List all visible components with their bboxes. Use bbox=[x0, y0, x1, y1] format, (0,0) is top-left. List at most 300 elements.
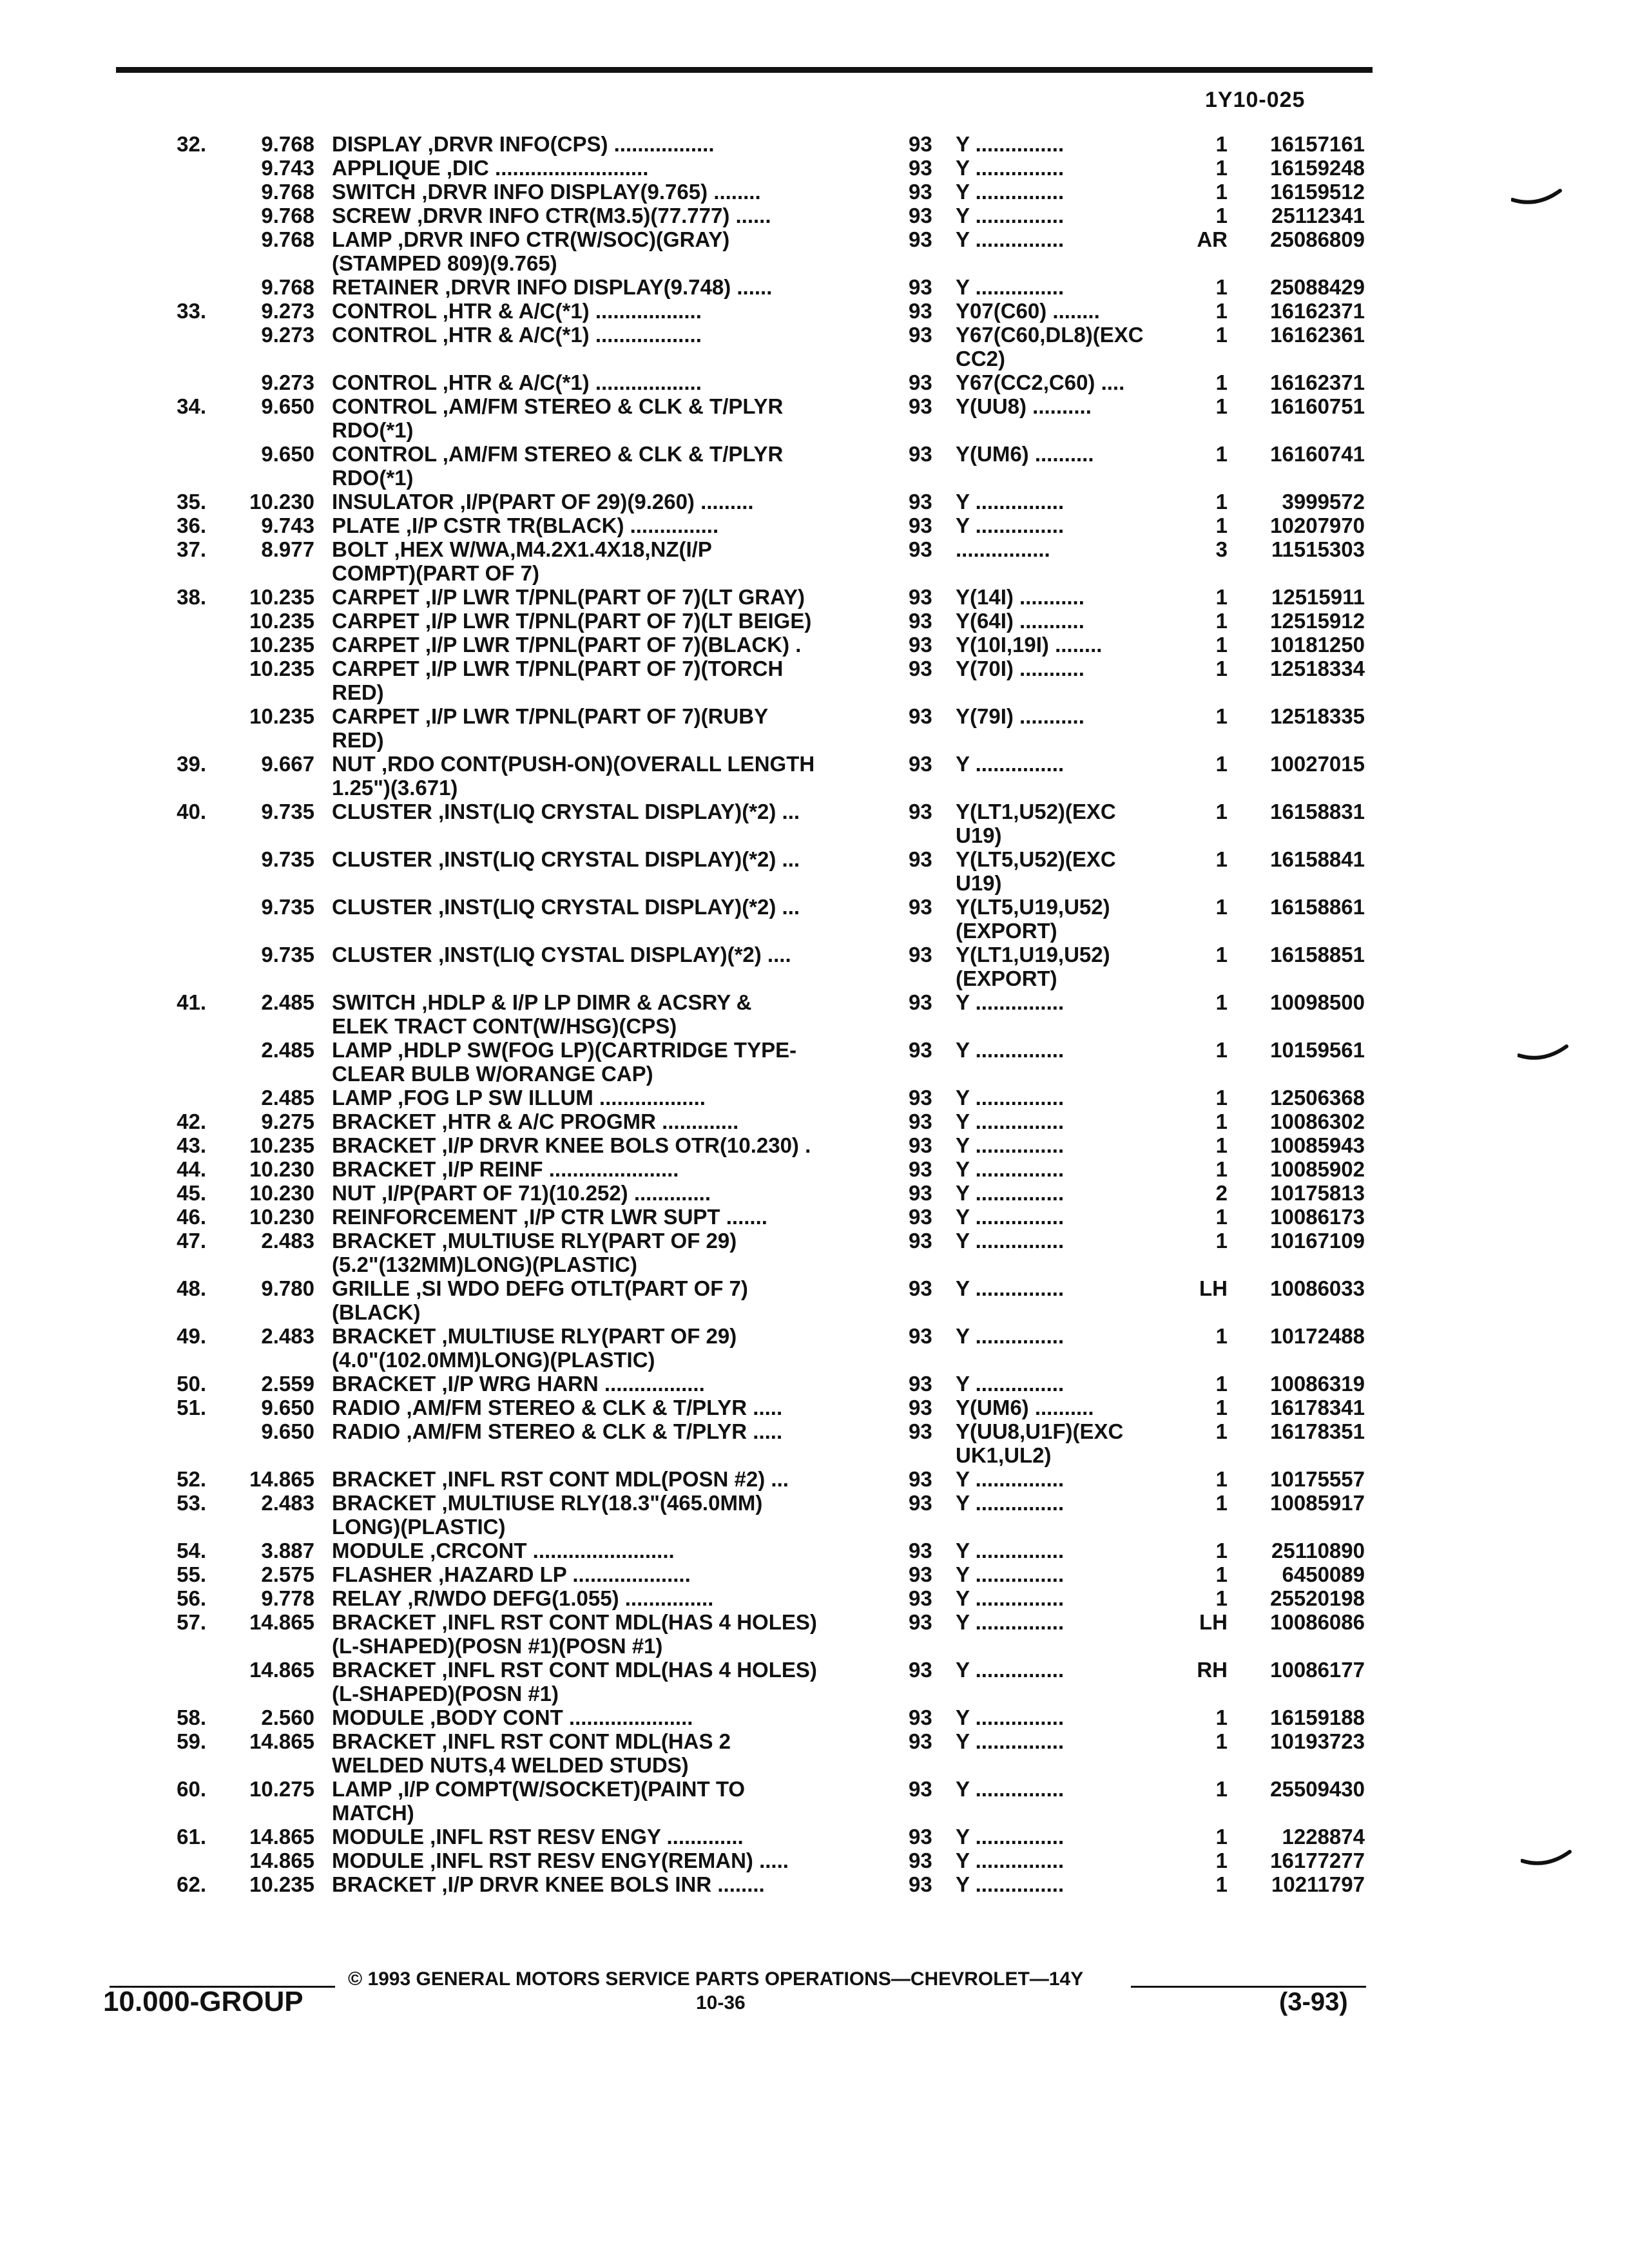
ref-number: 56. bbox=[177, 1586, 206, 1610]
application: Y(64I) ........... bbox=[956, 609, 1084, 633]
quantity: 1 bbox=[1215, 1491, 1228, 1515]
margin-mark bbox=[1518, 1044, 1569, 1066]
part-number: 16178351 bbox=[1270, 1419, 1365, 1443]
description: PLATE ,I/P CSTR TR(BLACK) ............... bbox=[332, 514, 719, 537]
year: 93 bbox=[909, 1372, 932, 1396]
year: 93 bbox=[909, 1491, 932, 1515]
description: (BLACK) bbox=[332, 1300, 421, 1324]
part-number: 16162371 bbox=[1270, 299, 1365, 323]
description: BOLT ,HEX W/WA,M4.2X1.4X18,NZ(I/P bbox=[332, 537, 712, 561]
table-row bbox=[0, 227, 1629, 251]
quantity: 1 bbox=[1215, 895, 1228, 919]
table-row bbox=[0, 418, 1629, 442]
table-row bbox=[0, 1110, 1629, 1133]
group-number: 10.230 bbox=[249, 490, 314, 514]
quantity: 1 bbox=[1215, 1539, 1228, 1562]
description: LAMP ,HDLP SW(FOG LP)(CARTRIDGE TYPE- bbox=[332, 1038, 797, 1062]
table-row bbox=[0, 1396, 1629, 1419]
description: LAMP ,DRVR INFO CTR(W/SOC)(GRAY) bbox=[332, 227, 730, 251]
quantity: 1 bbox=[1215, 1133, 1228, 1157]
ref-number: 61. bbox=[177, 1825, 206, 1849]
application: Y ............... bbox=[956, 1825, 1065, 1849]
year: 93 bbox=[909, 752, 932, 776]
group-number: 14.865 bbox=[249, 1729, 314, 1753]
group-number: 9.743 bbox=[261, 156, 314, 180]
table-row bbox=[0, 585, 1629, 609]
margin-mark bbox=[1521, 1849, 1572, 1871]
description: WELDED NUTS,4 WELDED STUDS) bbox=[332, 1753, 689, 1777]
description: RETAINER ,DRVR INFO DISPLAY(9.748) ...... bbox=[332, 275, 773, 299]
quantity: 1 bbox=[1215, 609, 1228, 633]
table-row bbox=[0, 847, 1629, 871]
application: Y(UM6) .......... bbox=[956, 442, 1094, 466]
description: MODULE ,BODY CONT ..................... bbox=[332, 1706, 693, 1729]
part-number: 16162371 bbox=[1270, 370, 1365, 394]
group-number: 14.865 bbox=[249, 1658, 314, 1682]
group-number: 9.667 bbox=[261, 752, 314, 776]
application: ................ bbox=[956, 537, 1050, 561]
year: 93 bbox=[909, 1157, 932, 1181]
year: 93 bbox=[909, 1276, 932, 1300]
description: REINFORCEMENT ,I/P CTR LWR SUPT ....... bbox=[332, 1205, 767, 1229]
table-row bbox=[0, 1157, 1629, 1181]
description: MATCH) bbox=[332, 1801, 414, 1825]
quantity: 2 bbox=[1215, 1181, 1228, 1205]
part-number: 12518334 bbox=[1270, 657, 1365, 680]
description: BRACKET ,INFL RST CONT MDL(HAS 4 HOLES) bbox=[332, 1610, 817, 1634]
part-number: 10027015 bbox=[1270, 752, 1365, 776]
table-row bbox=[0, 1658, 1629, 1682]
ref-number: 58. bbox=[177, 1706, 206, 1729]
quantity: AR bbox=[1197, 227, 1228, 251]
year: 93 bbox=[909, 1205, 932, 1229]
part-number: 11515303 bbox=[1271, 537, 1365, 561]
year: 93 bbox=[909, 227, 932, 251]
description: CARPET ,I/P LWR T/PNL(PART OF 7)(BLACK) . bbox=[332, 633, 802, 657]
table-row bbox=[0, 156, 1629, 180]
year: 93 bbox=[909, 1467, 932, 1491]
application: Y ............... bbox=[956, 227, 1065, 251]
description: CLUSTER ,INST(LIQ CRYSTAL DISPLAY)(*2) ... bbox=[332, 847, 800, 871]
description: SWITCH ,HDLP & I/P LP DIMR & ACSRY & bbox=[332, 990, 752, 1014]
application: Y(LT1,U52)(EXC bbox=[956, 800, 1116, 823]
year: 93 bbox=[909, 1324, 932, 1348]
year: 93 bbox=[909, 1133, 932, 1157]
table-row bbox=[0, 251, 1629, 275]
application: Y67(C60,DL8)(EXC bbox=[956, 323, 1144, 347]
quantity: 3 bbox=[1215, 537, 1228, 561]
quantity: 1 bbox=[1215, 442, 1228, 466]
application: Y ............... bbox=[956, 1133, 1065, 1157]
ref-number: 51. bbox=[177, 1396, 206, 1419]
application: Y ............... bbox=[956, 1086, 1065, 1110]
quantity: 1 bbox=[1215, 943, 1228, 966]
table-row bbox=[0, 1253, 1629, 1276]
group-number: 8.977 bbox=[261, 537, 314, 561]
table-row bbox=[0, 561, 1629, 585]
group-number: 10.230 bbox=[249, 1181, 314, 1205]
parts-list bbox=[0, 132, 1629, 1896]
application: Y ............... bbox=[956, 1038, 1065, 1062]
ref-number: 60. bbox=[177, 1777, 206, 1801]
group-number: 2.560 bbox=[261, 1706, 314, 1729]
year: 93 bbox=[909, 394, 932, 418]
table-row bbox=[0, 1276, 1629, 1300]
application: Y ............... bbox=[956, 180, 1065, 204]
group-number: 2.485 bbox=[261, 1086, 314, 1110]
ref-number: 59. bbox=[177, 1729, 206, 1753]
ref-number: 44. bbox=[177, 1157, 206, 1181]
description: RED) bbox=[332, 728, 384, 752]
table-row bbox=[0, 1205, 1629, 1229]
description: LAMP ,FOG LP SW ILLUM .................. bbox=[332, 1086, 706, 1110]
quantity: 1 bbox=[1215, 1467, 1228, 1491]
part-number: 25088429 bbox=[1270, 275, 1365, 299]
group-number: 9.768 bbox=[261, 275, 314, 299]
application: Y ............... bbox=[956, 1324, 1065, 1348]
description: CONTROL ,HTR & A/C(*1) .................. bbox=[332, 323, 702, 347]
year: 93 bbox=[909, 847, 932, 871]
table-row bbox=[0, 1014, 1629, 1038]
group-number: 10.235 bbox=[249, 1133, 314, 1157]
table-row bbox=[0, 1825, 1629, 1849]
part-number: 16159188 bbox=[1270, 1706, 1365, 1729]
description: BRACKET ,INFL RST CONT MDL(POSN #2) ... bbox=[332, 1467, 789, 1491]
group-number: 2.485 bbox=[261, 990, 314, 1014]
year: 93 bbox=[909, 442, 932, 466]
group-number: 2.483 bbox=[261, 1491, 314, 1515]
part-number: 16159512 bbox=[1270, 180, 1365, 204]
description: CONTROL ,AM/FM STEREO & CLK & T/PLYR bbox=[332, 394, 784, 418]
description: RADIO ,AM/FM STEREO & CLK & T/PLYR ..... bbox=[332, 1419, 783, 1443]
application: Y(UU8) .......... bbox=[956, 394, 1092, 418]
table-row bbox=[0, 1133, 1629, 1157]
year: 93 bbox=[909, 1396, 932, 1419]
part-number: 10175557 bbox=[1270, 1467, 1365, 1491]
description: BRACKET ,INFL RST CONT MDL(HAS 2 bbox=[332, 1729, 731, 1753]
group-number: 9.768 bbox=[261, 227, 314, 251]
quantity: 1 bbox=[1215, 704, 1228, 728]
description: LONG)(PLASTIC) bbox=[332, 1515, 506, 1539]
quantity: 1 bbox=[1215, 1038, 1228, 1062]
ref-number: 37. bbox=[177, 537, 206, 561]
quantity: 1 bbox=[1215, 394, 1228, 418]
table-row bbox=[0, 776, 1629, 800]
table-row bbox=[0, 1181, 1629, 1205]
table-row bbox=[0, 442, 1629, 466]
year: 93 bbox=[909, 1110, 932, 1133]
description: BRACKET ,I/P DRVR KNEE BOLS INR ........ bbox=[332, 1872, 765, 1896]
table-row bbox=[0, 323, 1629, 347]
group-number: 9.275 bbox=[261, 1110, 314, 1133]
description: CONTROL ,HTR & A/C(*1) .................. bbox=[332, 299, 702, 323]
application: Y ............... bbox=[956, 1562, 1065, 1586]
part-number: 25110890 bbox=[1271, 1539, 1365, 1562]
table-row bbox=[0, 1849, 1629, 1872]
quantity: 1 bbox=[1215, 657, 1228, 680]
ref-number: 54. bbox=[177, 1539, 206, 1562]
part-number: 16160751 bbox=[1270, 394, 1365, 418]
part-number: 10086177 bbox=[1270, 1658, 1365, 1682]
description: RDO(*1) bbox=[332, 466, 414, 490]
quantity: 1 bbox=[1215, 633, 1228, 657]
description: (L-SHAPED)(POSN #1)(POSN #1) bbox=[332, 1634, 663, 1658]
application: Y ............... bbox=[956, 1610, 1065, 1634]
quantity: 1 bbox=[1215, 990, 1228, 1014]
part-number: 10086319 bbox=[1270, 1372, 1365, 1396]
application: Y(10I,19I) ........ bbox=[956, 633, 1103, 657]
application: (EXPORT) bbox=[956, 966, 1057, 990]
part-number: 10086086 bbox=[1270, 1610, 1365, 1634]
page-number: 10-36 bbox=[696, 1992, 746, 2013]
part-number: 16178341 bbox=[1270, 1396, 1365, 1419]
group-number: 2.483 bbox=[261, 1229, 314, 1253]
table-row bbox=[0, 990, 1629, 1014]
description: MODULE ,INFL RST RESV ENGY ............. bbox=[332, 1825, 744, 1849]
table-row bbox=[0, 1038, 1629, 1062]
quantity: 1 bbox=[1215, 1372, 1228, 1396]
application: Y ............... bbox=[956, 132, 1065, 156]
table-row bbox=[0, 537, 1629, 561]
table-row bbox=[0, 132, 1629, 156]
part-number: 10086033 bbox=[1270, 1276, 1365, 1300]
quantity: 1 bbox=[1215, 180, 1228, 204]
part-number: 12518335 bbox=[1270, 704, 1365, 728]
part-number: 16158861 bbox=[1270, 895, 1365, 919]
group-number: 10.235 bbox=[249, 609, 314, 633]
table-row bbox=[0, 633, 1629, 657]
description: (L-SHAPED)(POSN #1) bbox=[332, 1682, 559, 1706]
table-row bbox=[0, 180, 1629, 204]
table-row bbox=[0, 680, 1629, 704]
revision-date: (3-93) bbox=[1279, 1988, 1348, 2016]
part-number: 16159248 bbox=[1270, 156, 1365, 180]
year: 93 bbox=[909, 704, 932, 728]
part-number: 10086173 bbox=[1270, 1205, 1365, 1229]
year: 93 bbox=[909, 1777, 932, 1801]
table-row bbox=[0, 490, 1629, 514]
copyright-notice: © 1993 GENERAL MOTORS SERVICE PARTS OPERATIONS—CHEVROLET—14Y bbox=[348, 1968, 1084, 1990]
table-row bbox=[0, 275, 1629, 299]
table-row bbox=[0, 728, 1629, 752]
part-number: 10172488 bbox=[1270, 1324, 1365, 1348]
application: Y ............... bbox=[956, 1467, 1065, 1491]
part-number: 16157161 bbox=[1270, 132, 1365, 156]
year: 93 bbox=[909, 943, 932, 966]
table-row bbox=[0, 204, 1629, 227]
group-number: 9.650 bbox=[261, 1396, 314, 1419]
group-number: 9.780 bbox=[261, 1276, 314, 1300]
group-number: 14.865 bbox=[249, 1610, 314, 1634]
year: 93 bbox=[909, 1562, 932, 1586]
application: Y(LT1,U19,U52) bbox=[956, 943, 1110, 966]
year: 93 bbox=[909, 1229, 932, 1253]
application: Y ............... bbox=[956, 990, 1065, 1014]
description: RDO(*1) bbox=[332, 418, 414, 442]
ref-number: 48. bbox=[177, 1276, 206, 1300]
description: BRACKET ,I/P DRVR KNEE BOLS OTR(10.230) . bbox=[332, 1133, 811, 1157]
group-number: 10.230 bbox=[249, 1205, 314, 1229]
part-number: 16158841 bbox=[1270, 847, 1365, 871]
quantity: 1 bbox=[1215, 847, 1228, 871]
group-number: 2.559 bbox=[261, 1372, 314, 1396]
quantity: 1 bbox=[1215, 370, 1228, 394]
year: 93 bbox=[909, 585, 932, 609]
part-number: 10175813 bbox=[1270, 1181, 1365, 1205]
ref-number: 47. bbox=[177, 1229, 206, 1253]
description: CLUSTER ,INST(LIQ CRYSTAL DISPLAY)(*2) ... bbox=[332, 895, 800, 919]
table-row bbox=[0, 1586, 1629, 1610]
year: 93 bbox=[909, 204, 932, 227]
quantity: 1 bbox=[1215, 1706, 1228, 1729]
ref-number: 55. bbox=[177, 1562, 206, 1586]
group-number: 9.735 bbox=[261, 847, 314, 871]
description: BRACKET ,MULTIUSE RLY(PART OF 29) bbox=[332, 1324, 737, 1348]
group-number: 9.735 bbox=[261, 895, 314, 919]
year: 93 bbox=[909, 1539, 932, 1562]
application: Y ............... bbox=[956, 1777, 1065, 1801]
table-row bbox=[0, 514, 1629, 537]
part-number: 10159561 bbox=[1270, 1038, 1365, 1062]
year: 93 bbox=[909, 1586, 932, 1610]
quantity: 1 bbox=[1215, 1849, 1228, 1872]
description: GRILLE ,SI WDO DEFG OTLT(PART OF 7) bbox=[332, 1276, 748, 1300]
description: CARPET ,I/P LWR T/PNL(PART OF 7)(LT GRAY) bbox=[332, 585, 805, 609]
application: Y ............... bbox=[956, 1849, 1065, 1872]
year: 93 bbox=[909, 323, 932, 347]
table-row bbox=[0, 1610, 1629, 1634]
ref-number: 32. bbox=[177, 132, 206, 156]
table-row bbox=[0, 1777, 1629, 1801]
quantity: 1 bbox=[1215, 1086, 1228, 1110]
table-row bbox=[0, 1372, 1629, 1396]
group-number: 9.768 bbox=[261, 204, 314, 227]
year: 93 bbox=[909, 132, 932, 156]
application: Y ............... bbox=[956, 275, 1065, 299]
table-row bbox=[0, 1753, 1629, 1777]
application: Y67(CC2,C60) .... bbox=[956, 370, 1125, 394]
description: BRACKET ,I/P WRG HARN ................. bbox=[332, 1372, 705, 1396]
part-number: 6450089 bbox=[1282, 1562, 1365, 1586]
part-number: 16160741 bbox=[1270, 442, 1365, 466]
year: 93 bbox=[909, 490, 932, 514]
part-number: 10167109 bbox=[1270, 1229, 1365, 1253]
application: U19) bbox=[956, 823, 1002, 847]
table-row bbox=[0, 823, 1629, 847]
quantity: LH bbox=[1199, 1610, 1228, 1634]
description: SCREW ,DRVR INFO CTR(M3.5)(77.777) ...... bbox=[332, 204, 771, 227]
table-row bbox=[0, 466, 1629, 490]
table-row bbox=[0, 1515, 1629, 1539]
application: Y ............... bbox=[956, 1658, 1065, 1682]
part-number: 10085917 bbox=[1270, 1491, 1365, 1515]
ref-number: 38. bbox=[177, 585, 206, 609]
application: U19) bbox=[956, 871, 1002, 895]
description: MODULE ,INFL RST RESV ENGY(REMAN) ..... bbox=[332, 1849, 789, 1872]
application: Y ............... bbox=[956, 156, 1065, 180]
ref-number: 42. bbox=[177, 1110, 206, 1133]
group-number: 9.650 bbox=[261, 442, 314, 466]
year: 93 bbox=[909, 275, 932, 299]
part-number: 16177277 bbox=[1270, 1849, 1365, 1872]
part-number: 16162361 bbox=[1270, 323, 1365, 347]
year: 93 bbox=[909, 609, 932, 633]
ref-number: 35. bbox=[177, 490, 206, 514]
ref-number: 36. bbox=[177, 514, 206, 537]
description: 1.25")(3.671) bbox=[332, 776, 458, 800]
group-number: 2.575 bbox=[261, 1562, 314, 1586]
description: RADIO ,AM/FM STEREO & CLK & T/PLYR ..... bbox=[332, 1396, 783, 1419]
part-number: 25509430 bbox=[1270, 1777, 1365, 1801]
quantity: 1 bbox=[1215, 132, 1228, 156]
description: BRACKET ,MULTIUSE RLY(PART OF 29) bbox=[332, 1229, 737, 1253]
description: CLEAR BULB W/ORANGE CAP) bbox=[332, 1062, 653, 1086]
description: (5.2"(132MM)LONG)(PLASTIC) bbox=[332, 1253, 637, 1276]
group-label: 10.000-GROUP bbox=[103, 1986, 304, 2017]
description: ELEK TRACT CONT(W/HSG)(CPS) bbox=[332, 1014, 677, 1038]
table-row bbox=[0, 609, 1629, 633]
group-number: 10.230 bbox=[249, 1157, 314, 1181]
quantity: 1 bbox=[1215, 1729, 1228, 1753]
group-number: 14.865 bbox=[249, 1825, 314, 1849]
description: INSULATOR ,I/P(PART OF 29)(9.260) ......... bbox=[332, 490, 754, 514]
table-row bbox=[0, 347, 1629, 370]
ref-number: 33. bbox=[177, 299, 206, 323]
year: 93 bbox=[909, 657, 932, 680]
table-row bbox=[0, 657, 1629, 680]
quantity: 1 bbox=[1215, 1110, 1228, 1133]
application: UK1,UL2) bbox=[956, 1443, 1052, 1467]
application: Y ............... bbox=[956, 1586, 1065, 1610]
quantity: 1 bbox=[1215, 323, 1228, 347]
year: 93 bbox=[909, 633, 932, 657]
application: Y ............... bbox=[956, 1181, 1065, 1205]
table-row bbox=[0, 1443, 1629, 1467]
description: MODULE ,CRCONT ........................ bbox=[332, 1539, 675, 1562]
group-number: 10.275 bbox=[249, 1777, 314, 1801]
year: 93 bbox=[909, 1872, 932, 1896]
application: Y(70I) ........... bbox=[956, 657, 1084, 680]
group-number: 9.743 bbox=[261, 514, 314, 537]
year: 93 bbox=[909, 537, 932, 561]
quantity: 1 bbox=[1215, 800, 1228, 823]
description: CONTROL ,HTR & A/C(*1) .................. bbox=[332, 370, 702, 394]
year: 93 bbox=[909, 990, 932, 1014]
quantity: 1 bbox=[1215, 1586, 1228, 1610]
application: Y(14I) ........... bbox=[956, 585, 1084, 609]
year: 93 bbox=[909, 800, 932, 823]
application: Y ............... bbox=[956, 752, 1065, 776]
description: COMPT)(PART OF 7) bbox=[332, 561, 540, 585]
table-row bbox=[0, 1729, 1629, 1753]
year: 93 bbox=[909, 180, 932, 204]
description: SWITCH ,DRVR INFO DISPLAY(9.765) ........ bbox=[332, 180, 761, 204]
group-number: 10.235 bbox=[249, 585, 314, 609]
group-number: 14.865 bbox=[249, 1467, 314, 1491]
description: LAMP ,I/P COMPT(W/SOCKET)(PAINT TO bbox=[332, 1777, 746, 1801]
quantity: 1 bbox=[1215, 1229, 1228, 1253]
description: BRACKET ,I/P REINF ...................... bbox=[332, 1157, 679, 1181]
description: FLASHER ,HAZARD LP .................... bbox=[332, 1562, 691, 1586]
quantity: 1 bbox=[1215, 1562, 1228, 1586]
year: 93 bbox=[909, 1706, 932, 1729]
application: Y(UM6) .......... bbox=[956, 1396, 1094, 1419]
year: 93 bbox=[909, 1419, 932, 1443]
application: Y(UU8,U1F)(EXC bbox=[956, 1419, 1124, 1443]
table-row bbox=[0, 1300, 1629, 1324]
application: (EXPORT) bbox=[956, 919, 1057, 943]
part-number: 10193723 bbox=[1270, 1729, 1365, 1753]
